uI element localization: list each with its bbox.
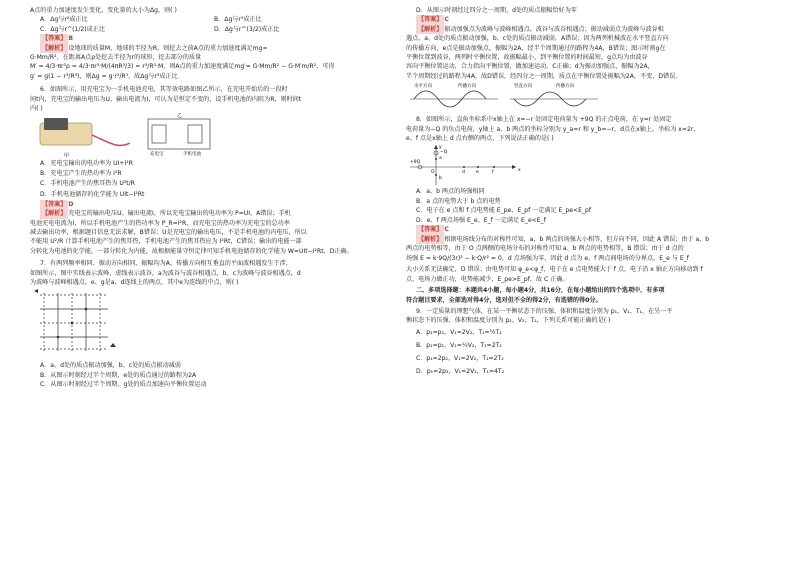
q5-option-a: A．Δg与r²成正比 xyxy=(40,16,88,24)
q6-option-b: B．充电宝产生的热功率为 I²R xyxy=(40,169,122,177)
q9-option-b: B．p₁=p₂，V₁=½V₂，T₁=2T₂ xyxy=(416,341,502,349)
q5-option-c: C．Δg与r^(1/2)成正比 xyxy=(40,25,105,33)
q6-figure xyxy=(30,113,388,159)
q7-explanation-6: 半个周期经过的路程为4A，故D错误，经四分之一周期，质点在平衡位置处振幅为2A，不变，D错误。 xyxy=(406,72,682,80)
charging-cable xyxy=(92,135,130,145)
q9-option-c: C．p₁=2p₂，V₁=2V₂，T₁=2T₂ xyxy=(416,354,504,362)
q5-explanation-2: G·Mm/R²，在距离A点ρ处挖去半径为r的球形，挖去部分的质量 xyxy=(30,54,202,62)
fig8-label-b: b xyxy=(439,176,442,182)
wave-label-horizontal: 水平方向 xyxy=(414,84,432,90)
q7-figure xyxy=(30,287,388,361)
q8-option-a: A．a、b 两点的场强相同 xyxy=(416,188,485,196)
q8-option-c: C．电子在 e 点和 f 点电势能 E_pe、E_pf 一定满足 E_pe<E_pf xyxy=(416,207,592,215)
q5-explanation-4: g′ = g(1 − r³/R³)，则Δg = g·r³/R³，故Δg与r³成正比 xyxy=(30,72,178,80)
phone-image xyxy=(44,118,68,130)
section-two-heading-2: 符合题目要求，全部选对得4分，选对但不全的得2分，有选错的得0分。 xyxy=(406,296,602,304)
charger-circuit-diagram xyxy=(30,113,230,159)
wave-label-prop1: 传播方向 xyxy=(458,84,476,90)
q7-stem-1: 7．有两列频率相同、振动方向相同、振幅均为A、传播方向相互垂直的平面波相遇发生干涉， xyxy=(40,260,292,268)
power-bank-box xyxy=(152,125,166,143)
fig6-label-battery: 手机电池 xyxy=(183,152,201,158)
wave-figures xyxy=(406,81,772,115)
q9-option-d: D．p₁=2p₂，V₁=2V₂，T₁=4T₂ xyxy=(416,367,505,375)
fig6-label-jia: 甲 xyxy=(64,153,70,160)
q8-explanation-4: 大小关系无法确定，D 错误；由电势可知 φ_e<φ_f，电子在 e 点电势能大于 f 点，电子沿 x 轴正方向移动到 f xyxy=(406,266,703,274)
fig8-label-o: O xyxy=(431,170,435,176)
fig6-label-powerbank: 充电宝 xyxy=(150,152,164,158)
q8-stem-3: e、f 点是x轴上 d 点右侧的两点，下列说法正确的是( ) xyxy=(406,135,554,143)
q8-explanation-1: 【解析】 根据电场线分布的对称性可知，a、b 两点的场强大小相等，但方向不同，因此 A 错误；由于 a、b xyxy=(418,235,710,243)
q5-option-b: B．Δg与r³成正比 xyxy=(214,16,262,24)
q6-explanation-2: 电池充电电流为I，所以手机电池产生的热功率为 P_R=I²R，而充电宝的热功率为充电宝的总功率 xyxy=(30,219,290,227)
q5-option-d: D．Δg与r^(3/2)成正比 xyxy=(214,25,280,33)
q8-answer: C xyxy=(444,226,449,234)
q6-explanation-1: 【解析】 充电宝的输出电压U、输出电流I，所以充电宝输出的电功率为 P=UI，A错误；手机 xyxy=(42,210,291,218)
interference-grid xyxy=(30,287,120,361)
q7-stem-3: 为波峰与波峰相遇点，e、g是a、d连线上的两点，其中e为连线的中点，则( ) xyxy=(30,278,239,286)
right-column xyxy=(406,0,772,562)
q8-explanation-3: 场强 E = k·9Q/(3r)² − k·Q/r² = 0，d 点场强为零，因此 d 点为 e、f 两点间电场的分界点，E_e 与 E_f xyxy=(406,255,689,263)
q6-stem-3: 内( ) xyxy=(30,105,43,113)
q7-option-c: C．从图示时刻经过半个周期，g处的质点加速向平衡位置运动 xyxy=(40,381,207,389)
explanation-tag: 【解析】 xyxy=(42,44,67,52)
q8-stem-2: 电荷量为−Q 的负点电荷，y轴上 a、b 两点的坐标分别为 y_a=r 和 y_b=−r，d点在x轴上，坐标为 x=2r， xyxy=(406,125,700,133)
fig8-label-pos-charge: +9Q xyxy=(410,160,421,166)
fig8-label-d: d xyxy=(462,170,465,176)
q7-answer: C xyxy=(444,16,449,24)
q6-answer-line: 【答案】 D xyxy=(42,200,74,208)
q9-stem-1: 9．一定质量的理想气体，在某一平衡状态下的压强、体积和温度分别为 p₁、V₁、T₁，在另一平 xyxy=(416,307,673,315)
q6-stem-1: 6．如图所示，用充电宝为一手机电池充电，其等效电路如图乙所示，在充电开始后的一段时 xyxy=(40,86,288,94)
q6-stem-2: 间t内，充电宝的输出电压为U、输出电流为I，可认为是恒定不变的，设手机电池的内阻为R，则时间t xyxy=(30,95,302,103)
q7-explanation-5: 容向平衡位置运动，合力指向平衡位置，做加速运动，C正确；d为振动加强点，振幅为2A， xyxy=(406,63,654,71)
q8-option-b: B．a 点的电势大于 b 点的电势 xyxy=(416,197,501,205)
fig8-label-e: e xyxy=(476,170,479,176)
q9-stem-2: 衡状态下的压强、体积和温度分别为 p₂、V₂、T₂，下列关系可能正确的是( ) xyxy=(406,317,611,325)
q9-option-a: A．p₁=p₂，V₁=2V₂，T₁=½T₂ xyxy=(416,328,502,336)
wave-sketches xyxy=(406,81,606,115)
q8-explanation-2: 两点的电势相等，由于 O 点两侧的电场分布的对称性可知 a、b 两点的电势相等，B 错误；由于 d 点的 xyxy=(406,244,684,252)
circuit-frame xyxy=(148,119,210,149)
q7-option-b: B．从图示时刻经过半个周期，e处的质点通过的路程为2A xyxy=(40,371,197,379)
fig8-label-a: a xyxy=(439,156,442,162)
section-two-heading-1: 二、多项选择题：本题共4小题，每小题4分，共16分，在每小题给出的四个选项中，有多项 xyxy=(416,287,665,295)
q5-options-row2 xyxy=(30,25,388,34)
fig8-label-neg-charge: −Q xyxy=(440,150,448,156)
q6-option-c: C．手机电池产生的焦耳热为 U²t/R xyxy=(40,180,135,188)
q8-answer-line: 【答案】 C xyxy=(418,226,449,234)
fig8-label-f: f xyxy=(492,170,494,176)
q6-explanation-4: 不能用 U²/R 计算手机电池产生的焦耳热，手机电池产生的焦耳热应为 I²Rt，C错误；输出的电能一部 xyxy=(30,238,302,246)
q6-explanation-3: 减去输出功率，根据题目信息无法求解，B错误；U是充电宝的输出电压，不是手机电池的内电压，所以 xyxy=(30,228,307,236)
q6-option-a: A．充电宝输出的电功率为 UI+I²R xyxy=(40,160,133,168)
q5-stem: A点的重力加速度发生变化，变化量的大小为Δg，则( ) xyxy=(30,7,177,14)
q8-option-d: D．e、f 两点场强 E_e、E_f 一定满足 E_e<E_f xyxy=(416,216,546,224)
q7-answer-line: 【答案】 C xyxy=(418,16,449,24)
battery-box xyxy=(188,125,202,143)
left-column xyxy=(30,0,388,562)
q8-stem-1: 8．如图所示，直角坐标系中x轴上在 x=−r 处固定电荷量为 +9Q 的正点电荷，在 y=r 处固定 xyxy=(416,116,672,124)
q7-option-a: A．a、d处的质点振动加强，b、c处的质点振动减弱 xyxy=(40,362,181,370)
q7-option-d: D．从图示时刻经过四分之一周期，d处的质点振幅恰好为零 xyxy=(416,7,577,14)
charge-coordinate-diagram xyxy=(406,143,526,187)
q5-answer: B xyxy=(68,35,74,43)
q7-explanation-4: 平衡位置到波谷，两列时平衡位置，故振幅最小，到平衡位置的时间最短，g点均为由波谷 xyxy=(406,54,648,62)
wave-label-prop2: 传播方向 xyxy=(556,84,574,90)
q7-explanation-2: 遇点，a、d处的质点振动加强，b、c处的质点振动减弱，A错误；因为两列机械波在水平竖直方向 xyxy=(406,35,669,43)
q6-option-d: D．手机电池储存的化学能为 UIt−I²Rt xyxy=(40,191,145,199)
q6-explanation-5: 分转化为电池的化学能，一部分转化为内能，故根据能量守恒定律可知手机电池储存的化学能为 W=UIt−I²Rt，D正确。 xyxy=(30,247,353,255)
q6-answer: D xyxy=(68,200,74,208)
q7-explanation-3: 的传播方向，e点是振动加强点，振幅为2A，经半个周期通过的路程为4A，B错误；图示时刻g在 xyxy=(406,44,666,52)
q7-explanation-1: 【解析】 振动加强点为波峰与波峰相遇点、波谷与波谷相遇点；振动减弱点为波峰与波谷相 xyxy=(418,25,664,33)
q7-stem-2: 如图所示，图中实线表示波峰，虚线表示波谷，a为波谷与波谷相遇点，b、c为波峰与波谷相遇点，d xyxy=(30,269,301,277)
fig6-label-yi: 乙 xyxy=(177,113,183,120)
answer-tag: 【答案】 xyxy=(42,35,67,43)
q5-options-row1 xyxy=(30,15,388,24)
q8-explanation-5: 点，电场力做正功，电势能减少，E_pe>E_pf，故 C 正确。 xyxy=(406,275,569,283)
fig8-label-y: y xyxy=(439,145,442,151)
q5-explanation-3: M′ = 4/3·πr³ρ = 4/3·πr³·M/(4πR³/3) = r³/R³·M，则A点的重力加速度满足mg′= G·Mm/R² − G·M′m/R²，可得 xyxy=(30,63,335,71)
wave-label-vertical: 竖直方向 xyxy=(514,84,532,90)
fig8-label-x: x xyxy=(518,168,521,174)
q8-figure xyxy=(406,143,772,187)
q5-answer-line xyxy=(30,34,388,43)
q5-explanation-1: 【解析】 设地球的质量M，地球的半径为R，则挖去之前A点的重力加速度满足mg= xyxy=(42,44,268,52)
